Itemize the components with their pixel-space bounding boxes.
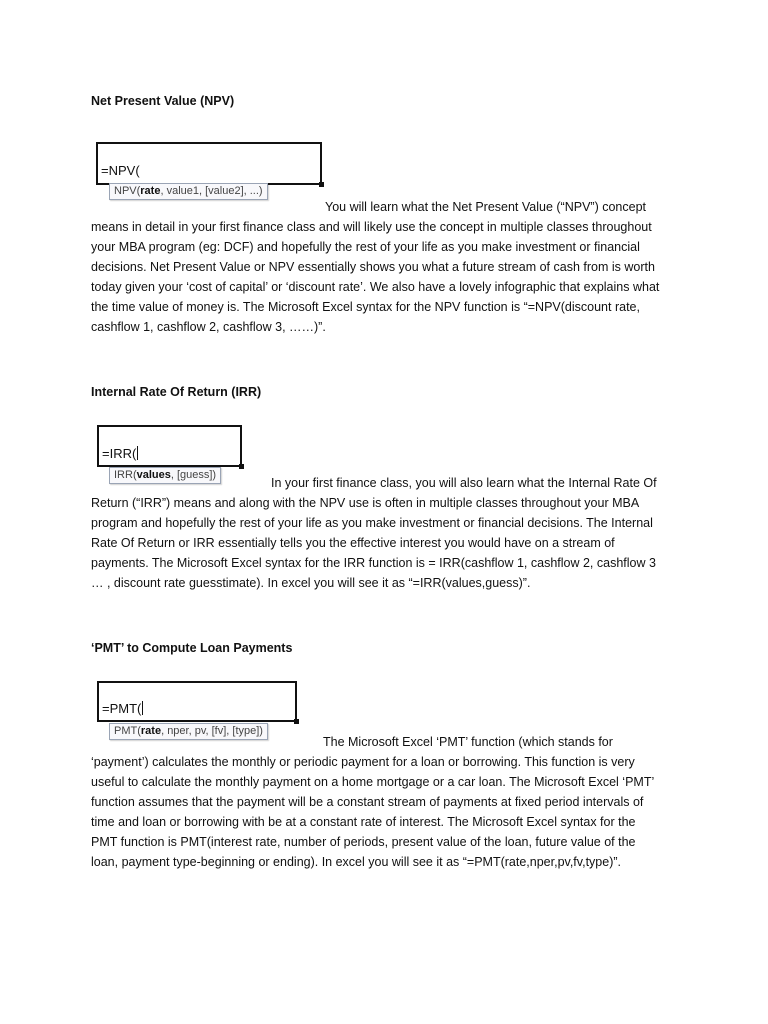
tooltip-current-argument: rate xyxy=(140,185,161,197)
irr-heading: Internal Rate Of Return (IRR) xyxy=(91,385,262,399)
tooltip-function-name: PMT( xyxy=(114,725,141,737)
tooltip-function-name: IRR( xyxy=(114,469,137,481)
irr-formula-value: =IRR( xyxy=(102,446,137,461)
fill-handle[interactable] xyxy=(239,464,244,469)
text-cursor xyxy=(142,701,143,715)
pmt-formula-cell[interactable] xyxy=(97,681,297,722)
tooltip-arguments: , [guess]) xyxy=(170,469,217,481)
irr-paragraph: In your first finance class, you will also learn what the Internal Rate Of Return (“IRR”) means and along with the NPV use is often in multiple classes throughout your MBA program and hopefully the rest of your life as you make investment or financial decisions. The Internal Rate Of Return or IRR essentially tells you the effective interest you would have on a stream of payments. The Microsoft Excel syntax for the IRR function is = IRR(cashflow 1, cashflow 2, cashflow 3 … , discount rate guesstimate). In excel you will see it as “=IRR(values,guess)”. xyxy=(91,476,657,590)
npv-formula-text: =NPV( xyxy=(101,163,140,178)
tooltip-arguments: , nper, pv, [fv], [type]) xyxy=(161,725,263,737)
pmt-formula-text xyxy=(102,701,143,716)
tooltip-current-argument: rate xyxy=(140,725,162,737)
tooltip-function-name: NPV( xyxy=(114,185,141,197)
npv-paragraph: You will learn what the Net Present Value (“NPV”) concept means in detail in your first finance class and will likely use the concept in multiple classes throughout your MBA program (eg: DCF) and hopefully the rest of your life as you make investment or financial decisions. Net Present Value or NPV essentially shows you what a future stream of cash from is worth today given your ‘cost of capital’ or ‘discount rate’. We also have a lovely infographic that explains what the time value of money is. The Microsoft Excel syntax for the NPV function is “=NPV(discount rate, cashflow 1, cashflow 2, cashflow 3, ……)”. xyxy=(91,200,660,334)
text-cursor xyxy=(137,446,138,460)
tooltip-current-argument: values xyxy=(136,469,171,481)
fill-handle[interactable] xyxy=(294,719,299,724)
pmt-paragraph: The Microsoft Excel ‘PMT’ function (which stands for ‘payment’) calculates the monthly or periodic payment for a loan or borrowing. This function is very useful to calculate the monthly payment on a home mortgage or a car loan. The Microsoft Excel ‘PMT’ function assumes that the payment will be a constant stream of payments at fixed period intervals of time and loan or borrowing with be at a constant rate of interest. The Microsoft Excel syntax for the PMT function is PMT(interest rate, number of periods, present value of the loan, future value of the loan, payment type-beginning or ending). In excel you will see it as “=PMT(rate,nper,pv,fv,type)”. xyxy=(91,735,654,869)
irr-formula-text xyxy=(102,446,138,461)
pmt-heading: ‘PMT’ to Compute Loan Payments xyxy=(91,641,293,655)
irr-formula-cell[interactable] xyxy=(97,425,242,467)
npv-heading: Net Present Value (NPV) xyxy=(91,94,235,108)
tooltip-arguments: , value1, [value2], ...) xyxy=(160,185,263,197)
fill-handle[interactable] xyxy=(319,182,324,187)
npv-formula-cell[interactable] xyxy=(96,142,322,185)
pmt-formula-value: =PMT( xyxy=(102,701,142,716)
